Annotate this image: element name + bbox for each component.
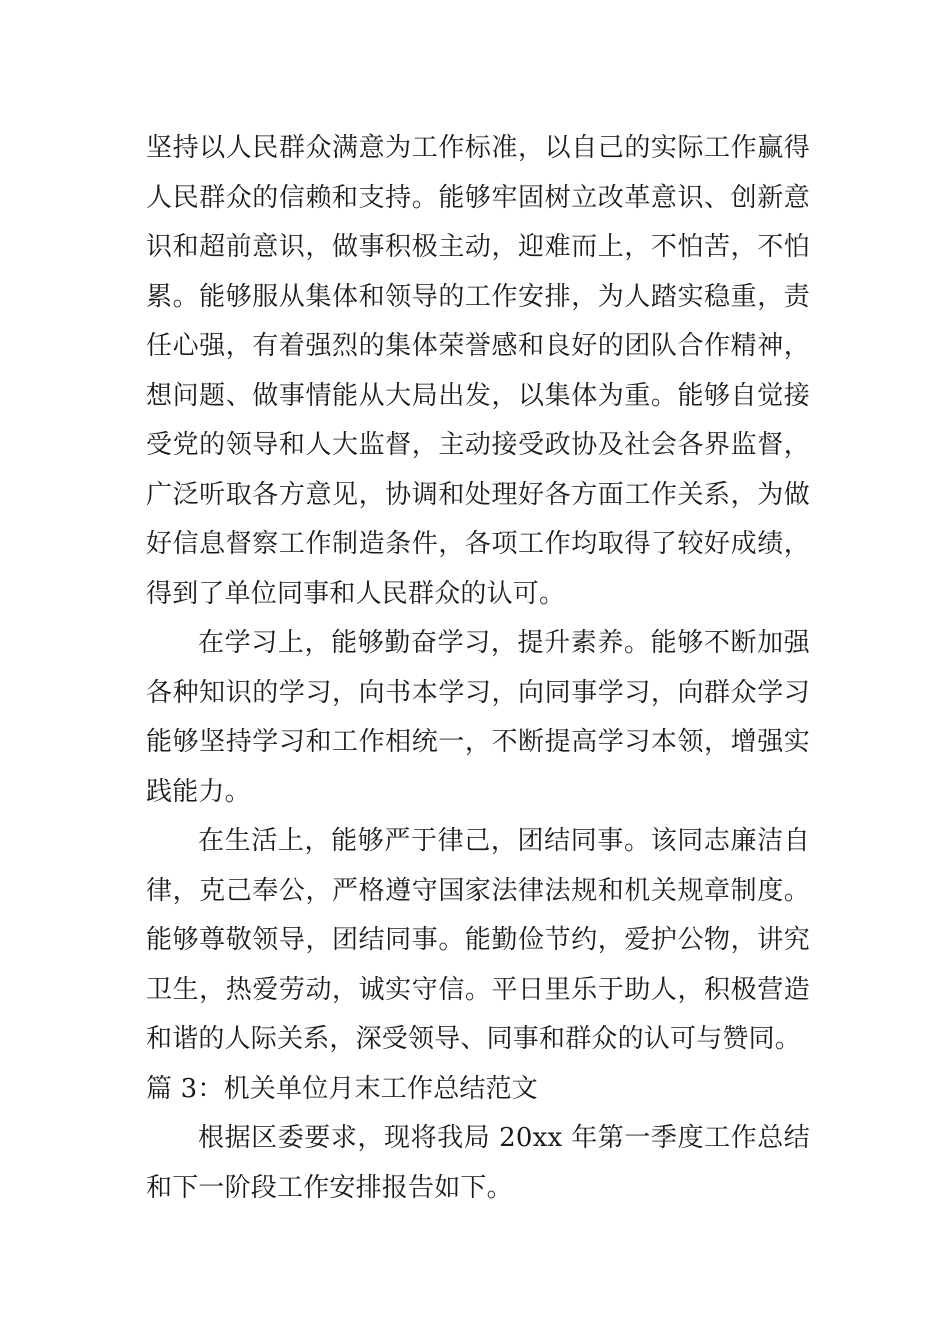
paragraph-life: 在生活上，能够严于律己，团结同事。该同志廉洁自律，克己奉公，严格遵守国家法律法规和机关规章制度。能够尊敬领导，团结同事。能勤俭节约，爱护公物，讲究卫生，热爱劳动，诚实守信。平日里乐于助人，积极营造和谐的人际关系，深受领导、同事和群众的认可与赞同。 [146, 826, 810, 1054]
paragraph-study: 在学习上，能够勤奋学习，提升素养。能够不断加强各种知识的学习，向书本学习，向同事学习，向群众学习能够坚持学习和工作相统一，不断提高学习本领，增强实践能力。 [146, 628, 810, 807]
section-paragraph-1: 根据区委要求，现将我局 20xx 年第一季度工作总结和下一阶段工作安排报告如下。 [146, 1123, 810, 1203]
section-heading: 篇 3：机关单位月末工作总结范文 [146, 1073, 539, 1104]
paragraph-1: 坚持以人民群众满意为工作标准，以自己的实际工作赢得人民群众的信赖和支持。能够牢固树立改革意识、创新意识和超前意识，做事积极主动，迎难而上，不怕苦，不怕累。能够服从集体和领导的工作安排，为人踏实稳重，责任心强，有着强烈的集体荣誉感和良好的团队合作精神，想问题、做事情能从大局出发，以集体为重。能够自觉接受党的领导和人大监督，主动接受政协及社会各界监督，广泛听取各方意见，协调和处理好各方面工作关系，为做好信息督察工作制造条件，各项工作均取得了较好成绩，得到了单位同事和人民群众的认可。 [146, 133, 810, 609]
document-page [146, 124, 810, 1213]
